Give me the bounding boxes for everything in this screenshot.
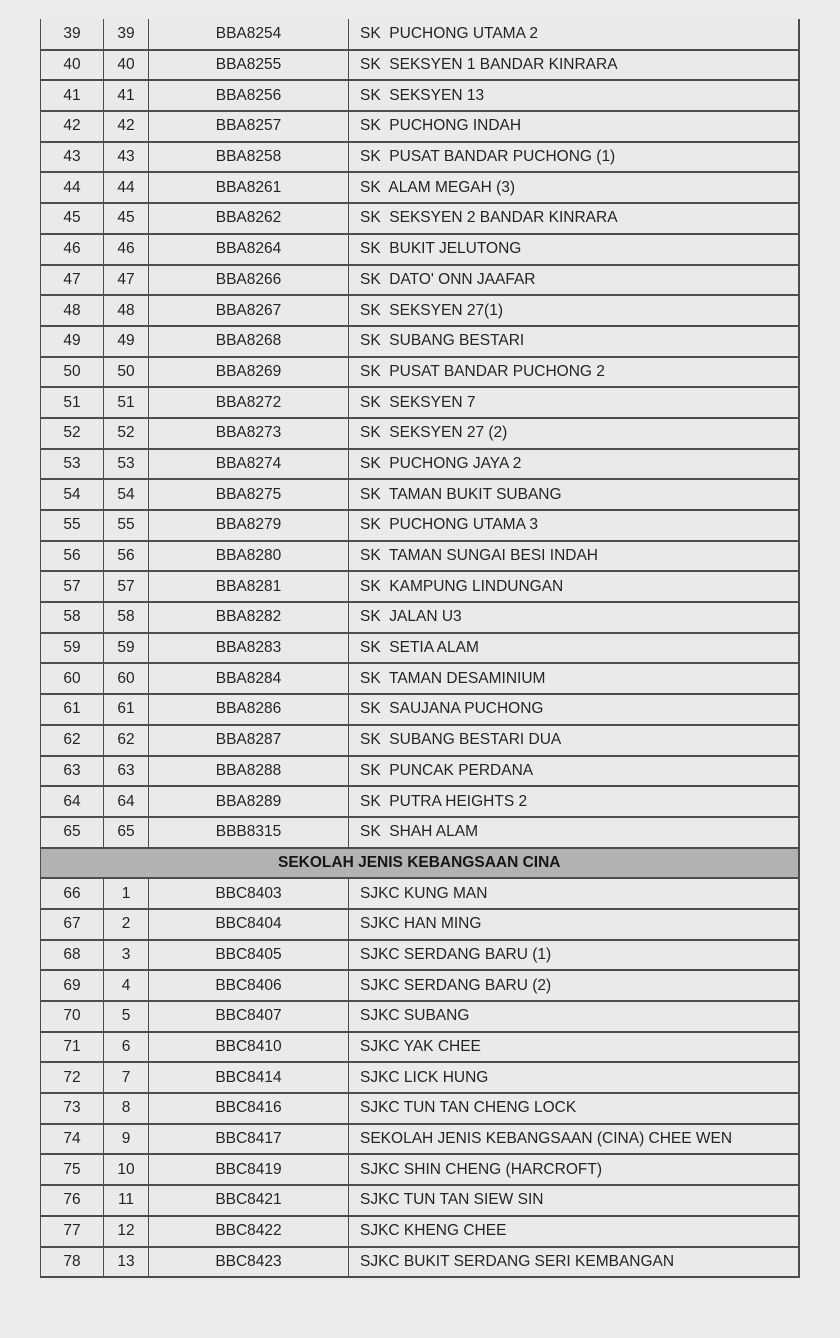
table-row xyxy=(41,1185,799,1216)
school-code-cell: BBA8261 xyxy=(149,172,349,203)
school-code-cell: BBC8407 xyxy=(149,1001,349,1032)
table-row xyxy=(41,663,799,694)
school-code-cell: BBA8256 xyxy=(149,80,349,111)
section-number-cell: 7 xyxy=(104,1062,149,1093)
overall-number-cell: 52 xyxy=(41,418,104,449)
overall-number-cell: 45 xyxy=(41,203,104,234)
overall-number-cell: 61 xyxy=(41,694,104,725)
school-code-cell: BBA8258 xyxy=(149,142,349,173)
overall-number-cell: 78 xyxy=(41,1247,104,1278)
school-name-cell: SJKC KUNG MAN xyxy=(349,878,799,909)
table-row xyxy=(41,1216,799,1247)
table-row xyxy=(41,817,799,848)
overall-number-cell: 63 xyxy=(41,756,104,787)
school-code-cell: BBA8264 xyxy=(149,234,349,265)
section-number-cell: 11 xyxy=(104,1185,149,1216)
school-name-cell: SK SEKSYEN 2 BANDAR KINRARA xyxy=(349,203,799,234)
school-code-cell: BBC8414 xyxy=(149,1062,349,1093)
overall-number-cell: 69 xyxy=(41,970,104,1001)
overall-number-cell: 43 xyxy=(41,142,104,173)
school-name-cell: SK SEKSYEN 7 xyxy=(349,387,799,418)
school-code-cell: BBC8405 xyxy=(149,940,349,971)
section-number-cell: 48 xyxy=(104,295,149,326)
overall-number-cell: 66 xyxy=(41,878,104,909)
school-name-cell: SJKC SHIN CHENG (HARCROFT) xyxy=(349,1154,799,1185)
school-name-cell: SK SAUJANA PUCHONG xyxy=(349,694,799,725)
overall-number-cell: 58 xyxy=(41,602,104,633)
section-number-cell: 39 xyxy=(104,19,149,50)
school-name-cell: SJKC BUKIT SERDANG SERI KEMBANGAN xyxy=(349,1247,799,1278)
overall-number-cell: 55 xyxy=(41,510,104,541)
school-code-cell: BBC8417 xyxy=(149,1124,349,1155)
section-number-cell: 58 xyxy=(104,602,149,633)
overall-number-cell: 67 xyxy=(41,909,104,940)
overall-number-cell: 68 xyxy=(41,940,104,971)
table-row xyxy=(41,1124,799,1155)
school-name-cell: SJKC YAK CHEE xyxy=(349,1032,799,1063)
section-number-cell: 60 xyxy=(104,663,149,694)
school-code-cell: BBA8280 xyxy=(149,541,349,572)
overall-number-cell: 41 xyxy=(41,80,104,111)
school-name-cell: SK BUKIT JELUTONG xyxy=(349,234,799,265)
school-name-cell: SK PUSAT BANDAR PUCHONG 2 xyxy=(349,357,799,388)
overall-number-cell: 59 xyxy=(41,633,104,664)
table-row xyxy=(41,940,799,971)
section-number-cell: 43 xyxy=(104,142,149,173)
school-name-cell: SJKC KHENG CHEE xyxy=(349,1216,799,1247)
table-row xyxy=(41,357,799,388)
school-name-cell: SJKC TUN TAN CHENG LOCK xyxy=(349,1093,799,1124)
school-code-cell: BBA8273 xyxy=(149,418,349,449)
table-row xyxy=(41,50,799,81)
overall-number-cell: 74 xyxy=(41,1124,104,1155)
section-number-cell: 57 xyxy=(104,571,149,602)
table-row xyxy=(41,203,799,234)
overall-number-cell: 57 xyxy=(41,571,104,602)
section-number-cell: 40 xyxy=(104,50,149,81)
section-number-cell: 8 xyxy=(104,1093,149,1124)
school-code-cell: BBA8282 xyxy=(149,602,349,633)
overall-number-cell: 39 xyxy=(41,19,104,50)
school-name-cell: SK PUCHONG UTAMA 2 xyxy=(349,19,799,50)
section-number-cell: 64 xyxy=(104,786,149,817)
school-name-cell: SK PUCHONG UTAMA 3 xyxy=(349,510,799,541)
table-row xyxy=(41,1154,799,1185)
overall-number-cell: 47 xyxy=(41,265,104,296)
school-code-cell: BBC8421 xyxy=(149,1185,349,1216)
table-row xyxy=(41,633,799,664)
section-number-cell: 54 xyxy=(104,479,149,510)
school-name-cell: SK TAMAN SUNGAI BESI INDAH xyxy=(349,541,799,572)
section-number-cell: 53 xyxy=(104,449,149,480)
school-name-cell: SK SHAH ALAM xyxy=(349,817,799,848)
school-name-cell: SK SUBANG BESTARI DUA xyxy=(349,725,799,756)
school-name-cell: SK SEKSYEN 27(1) xyxy=(349,295,799,326)
section-number-cell: 13 xyxy=(104,1247,149,1278)
school-code-cell: BBA8287 xyxy=(149,725,349,756)
overall-number-cell: 75 xyxy=(41,1154,104,1185)
school-name-cell: SK ALAM MEGAH (3) xyxy=(349,172,799,203)
table-row xyxy=(41,571,799,602)
table-row xyxy=(41,970,799,1001)
overall-number-cell: 76 xyxy=(41,1185,104,1216)
school-name-cell: SK PUCHONG JAYA 2 xyxy=(349,449,799,480)
overall-number-cell: 62 xyxy=(41,725,104,756)
table-row xyxy=(41,909,799,940)
section-number-cell: 50 xyxy=(104,357,149,388)
school-code-cell: BBA8286 xyxy=(149,694,349,725)
school-name-cell: SK TAMAN DESAMINIUM xyxy=(349,663,799,694)
section-number-cell: 56 xyxy=(104,541,149,572)
school-code-cell: BBA8268 xyxy=(149,326,349,357)
section-header-row xyxy=(41,848,799,879)
school-name-cell: SK PUCHONG INDAH xyxy=(349,111,799,142)
school-code-cell: BBA8275 xyxy=(149,479,349,510)
school-code-cell: BBA8279 xyxy=(149,510,349,541)
section-number-cell: 10 xyxy=(104,1154,149,1185)
section-number-cell: 12 xyxy=(104,1216,149,1247)
school-code-cell: BBA8283 xyxy=(149,633,349,664)
school-name-cell: SJKC HAN MING xyxy=(349,909,799,940)
school-name-cell: SK PUSAT BANDAR PUCHONG (1) xyxy=(349,142,799,173)
table-row xyxy=(41,1062,799,1093)
section-number-cell: 65 xyxy=(104,817,149,848)
school-name-cell: SK SUBANG BESTARI xyxy=(349,326,799,357)
section-number-cell: 5 xyxy=(104,1001,149,1032)
section-header-label: SEKOLAH JENIS KEBANGSAAN CINA xyxy=(41,848,799,879)
table-row xyxy=(41,449,799,480)
overall-number-cell: 60 xyxy=(41,663,104,694)
section-number-cell: 1 xyxy=(104,878,149,909)
overall-number-cell: 54 xyxy=(41,479,104,510)
school-name-cell: SK SEKSYEN 13 xyxy=(349,80,799,111)
school-code-cell: BBA8266 xyxy=(149,265,349,296)
school-code-cell: BBC8423 xyxy=(149,1247,349,1278)
document-page xyxy=(0,19,840,1338)
overall-number-cell: 65 xyxy=(41,817,104,848)
table-row xyxy=(41,510,799,541)
school-code-cell: BBA8288 xyxy=(149,756,349,787)
overall-number-cell: 64 xyxy=(41,786,104,817)
section-number-cell: 46 xyxy=(104,234,149,265)
table-row xyxy=(41,479,799,510)
overall-number-cell: 70 xyxy=(41,1001,104,1032)
school-code-cell: BBA8269 xyxy=(149,357,349,388)
table-row xyxy=(41,725,799,756)
overall-number-cell: 50 xyxy=(41,357,104,388)
school-code-cell: BBA8255 xyxy=(149,50,349,81)
overall-number-cell: 72 xyxy=(41,1062,104,1093)
section-number-cell: 52 xyxy=(104,418,149,449)
table-row xyxy=(41,19,799,50)
section-number-cell: 61 xyxy=(104,694,149,725)
school-list-table xyxy=(40,19,800,1278)
school-code-cell: BBB8315 xyxy=(149,817,349,848)
school-code-cell: BBA8284 xyxy=(149,663,349,694)
table-row xyxy=(41,80,799,111)
school-code-cell: BBC8403 xyxy=(149,878,349,909)
school-name-cell: SK TAMAN BUKIT SUBANG xyxy=(349,479,799,510)
overall-number-cell: 51 xyxy=(41,387,104,418)
school-code-cell: BBA8289 xyxy=(149,786,349,817)
overall-number-cell: 71 xyxy=(41,1032,104,1063)
table-row xyxy=(41,694,799,725)
school-name-cell: SJKC TUN TAN SIEW SIN xyxy=(349,1185,799,1216)
section-number-cell: 45 xyxy=(104,203,149,234)
school-name-cell: SJKC SERDANG BARU (1) xyxy=(349,940,799,971)
section-number-cell: 42 xyxy=(104,111,149,142)
school-name-cell: SK KAMPUNG LINDUNGAN xyxy=(349,571,799,602)
table-row xyxy=(41,142,799,173)
school-code-cell: BBA8262 xyxy=(149,203,349,234)
overall-number-cell: 42 xyxy=(41,111,104,142)
overall-number-cell: 40 xyxy=(41,50,104,81)
school-code-cell: BBC8416 xyxy=(149,1093,349,1124)
school-name-cell: SJKC LICK HUNG xyxy=(349,1062,799,1093)
table-row xyxy=(41,265,799,296)
overall-number-cell: 73 xyxy=(41,1093,104,1124)
section-number-cell: 63 xyxy=(104,756,149,787)
school-name-cell: SEKOLAH JENIS KEBANGSAAN (CINA) CHEE WEN xyxy=(349,1124,799,1155)
school-name-cell: SK SEKSYEN 27 (2) xyxy=(349,418,799,449)
table-row xyxy=(41,1093,799,1124)
section-number-cell: 51 xyxy=(104,387,149,418)
table-row xyxy=(41,1001,799,1032)
overall-number-cell: 53 xyxy=(41,449,104,480)
school-code-cell: BBC8422 xyxy=(149,1216,349,1247)
table-row xyxy=(41,295,799,326)
section-number-cell: 49 xyxy=(104,326,149,357)
table-row xyxy=(41,111,799,142)
table-row xyxy=(41,234,799,265)
table-row xyxy=(41,878,799,909)
section-number-cell: 2 xyxy=(104,909,149,940)
school-name-cell: SK PUTRA HEIGHTS 2 xyxy=(349,786,799,817)
table-row xyxy=(41,541,799,572)
section-number-cell: 3 xyxy=(104,940,149,971)
table-row xyxy=(41,172,799,203)
school-name-cell: SK PUNCAK PERDANA xyxy=(349,756,799,787)
section-number-cell: 59 xyxy=(104,633,149,664)
school-code-cell: BBA8274 xyxy=(149,449,349,480)
school-name-cell: SK DATO' ONN JAAFAR xyxy=(349,265,799,296)
school-code-cell: BBA8257 xyxy=(149,111,349,142)
section-number-cell: 6 xyxy=(104,1032,149,1063)
school-name-cell: SJKC SUBANG xyxy=(349,1001,799,1032)
section-number-cell: 41 xyxy=(104,80,149,111)
overall-number-cell: 46 xyxy=(41,234,104,265)
section-number-cell: 44 xyxy=(104,172,149,203)
school-code-cell: BBA8272 xyxy=(149,387,349,418)
table-row xyxy=(41,602,799,633)
section-number-cell: 9 xyxy=(104,1124,149,1155)
school-code-cell: BBC8419 xyxy=(149,1154,349,1185)
table-row xyxy=(41,756,799,787)
overall-number-cell: 44 xyxy=(41,172,104,203)
school-name-cell: SK SEKSYEN 1 BANDAR KINRARA xyxy=(349,50,799,81)
section-number-cell: 47 xyxy=(104,265,149,296)
school-name-cell: SK SETIA ALAM xyxy=(349,633,799,664)
school-code-cell: BBC8410 xyxy=(149,1032,349,1063)
school-code-cell: BBC8406 xyxy=(149,970,349,1001)
section-number-cell: 62 xyxy=(104,725,149,756)
overall-number-cell: 77 xyxy=(41,1216,104,1247)
section-number-cell: 4 xyxy=(104,970,149,1001)
school-name-cell: SJKC SERDANG BARU (2) xyxy=(349,970,799,1001)
table-row xyxy=(41,1032,799,1063)
overall-number-cell: 48 xyxy=(41,295,104,326)
table-row xyxy=(41,786,799,817)
table-row xyxy=(41,326,799,357)
overall-number-cell: 49 xyxy=(41,326,104,357)
school-code-cell: BBC8404 xyxy=(149,909,349,940)
section-number-cell: 55 xyxy=(104,510,149,541)
school-code-cell: BBA8281 xyxy=(149,571,349,602)
table-row xyxy=(41,387,799,418)
overall-number-cell: 56 xyxy=(41,541,104,572)
school-code-cell: BBA8267 xyxy=(149,295,349,326)
table-row xyxy=(41,418,799,449)
school-code-cell: BBA8254 xyxy=(149,19,349,50)
table-row xyxy=(41,1247,799,1278)
school-name-cell: SK JALAN U3 xyxy=(349,602,799,633)
